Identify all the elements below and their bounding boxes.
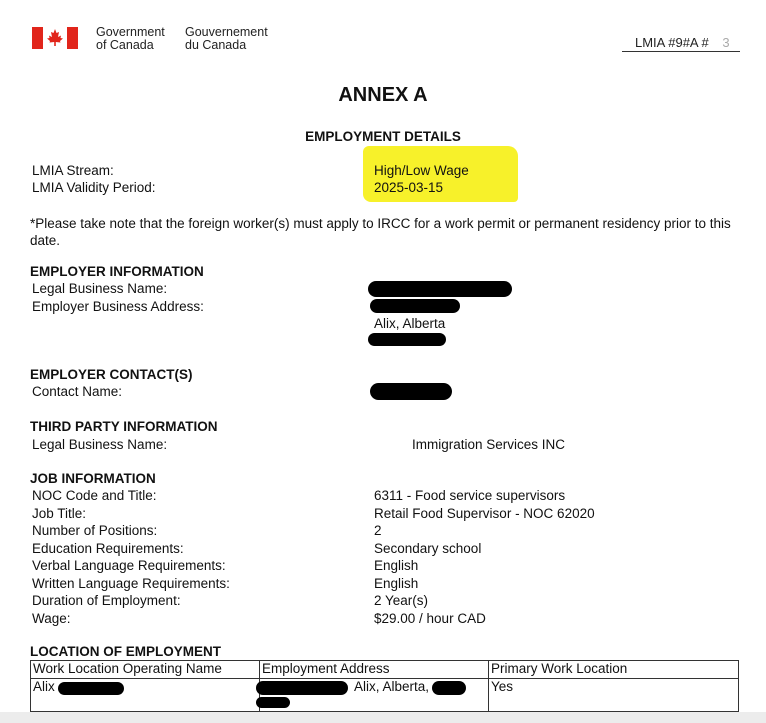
gov-fr-wordmark bbox=[185, 26, 268, 52]
job-row-value: Retail Food Supervisor - NOC 62020 bbox=[374, 506, 595, 521]
canada-flag-logo bbox=[32, 27, 78, 49]
redaction-address-line bbox=[370, 299, 460, 313]
employer-address-city: Alix, Alberta bbox=[374, 316, 446, 331]
contact-name-label: Contact Name: bbox=[32, 384, 123, 399]
employment-details-heading: EMPLOYMENT DETAILS bbox=[305, 129, 461, 144]
lmia-reference-number bbox=[635, 35, 730, 50]
third-party-heading: THIRD PARTY INFORMATION bbox=[30, 419, 218, 434]
lmia-stream-label: LMIA Stream: bbox=[32, 163, 114, 178]
column-header-operating-name: Work Location Operating Name bbox=[31, 661, 260, 679]
gov-fr-line2: du Canada bbox=[185, 38, 247, 52]
redaction-postal bbox=[432, 681, 466, 695]
page-bottom-edge bbox=[0, 712, 766, 723]
lmia-ref-tail: 3 bbox=[722, 35, 730, 50]
gov-en-line1: Government bbox=[96, 25, 165, 39]
location-heading: LOCATION OF EMPLOYMENT bbox=[30, 644, 221, 659]
operating-name-text: Alix bbox=[33, 679, 55, 694]
page-title: ANNEX A bbox=[338, 84, 428, 106]
gov-en-wordmark bbox=[96, 26, 165, 52]
maple-leaf-icon bbox=[43, 27, 67, 49]
lmia-stream-value: High/Low Wage bbox=[374, 163, 469, 178]
job-row-label: Verbal Language Requirements: bbox=[32, 558, 226, 573]
lmia-validity-value: 2025-03-15 bbox=[374, 180, 444, 195]
job-row-value: 2 Year(s) bbox=[374, 593, 429, 608]
job-row-label: NOC Code and Title: bbox=[32, 488, 157, 503]
lmia-validity-label: LMIA Validity Period: bbox=[32, 180, 156, 195]
job-row-label: Duration of Employment: bbox=[32, 593, 181, 608]
header-rule bbox=[622, 51, 740, 52]
third-party-legal-name-value: Immigration Services INC bbox=[412, 437, 566, 452]
column-header-primary: Primary Work Location bbox=[489, 661, 739, 679]
job-row-label: Written Language Requirements: bbox=[32, 576, 230, 591]
redaction-operating-name bbox=[58, 682, 124, 695]
job-row-label: Job Title: bbox=[32, 506, 87, 521]
redaction-legal-name bbox=[368, 281, 512, 297]
job-row-value: English bbox=[374, 558, 419, 573]
job-row-value: $29.00 / hour CAD bbox=[374, 611, 486, 626]
gov-fr-line1: Gouvernement bbox=[185, 25, 268, 39]
job-row-value: 6311 - Food service supervisors bbox=[374, 488, 566, 503]
gov-en-line2: of Canada bbox=[96, 38, 154, 52]
flag-right-bar bbox=[67, 27, 78, 49]
cell-primary: Yes bbox=[489, 679, 739, 712]
redaction-address-line2 bbox=[256, 697, 290, 708]
employer-contact-heading: EMPLOYER CONTACT(S) bbox=[30, 367, 193, 382]
employer-address-label: Employer Business Address: bbox=[32, 299, 204, 314]
flag-center bbox=[43, 27, 67, 49]
flag-left-bar bbox=[32, 27, 43, 49]
redaction-postal-code bbox=[368, 333, 446, 346]
location-table bbox=[30, 660, 739, 712]
job-row-value: Secondary school bbox=[374, 541, 482, 556]
column-header-address: Employment Address bbox=[260, 661, 489, 679]
job-row-value: 2 bbox=[374, 523, 382, 538]
job-row-value: English bbox=[374, 576, 419, 591]
job-info-heading: JOB INFORMATION bbox=[30, 471, 156, 486]
work-permit-note: *Please take note that the foreign worker(s) must apply to IRCC for a work permit or permanent residency prior to this date. bbox=[30, 216, 731, 248]
address-city-text: Alix, Alberta, bbox=[354, 679, 430, 694]
third-party-legal-name-label: Legal Business Name: bbox=[32, 437, 168, 452]
job-row-label: Education Requirements: bbox=[32, 541, 184, 556]
table-row bbox=[31, 679, 739, 712]
employer-legal-name-label: Legal Business Name: bbox=[32, 281, 168, 296]
job-row-label: Number of Positions: bbox=[32, 523, 158, 538]
redaction-contact-name bbox=[370, 383, 452, 400]
employer-info-heading: EMPLOYER INFORMATION bbox=[30, 264, 204, 279]
redaction-street-address bbox=[256, 681, 348, 695]
job-row-label: Wage: bbox=[32, 611, 71, 626]
lmia-ref-text: LMIA #9#A # bbox=[635, 35, 709, 50]
table-header-row bbox=[31, 661, 739, 679]
